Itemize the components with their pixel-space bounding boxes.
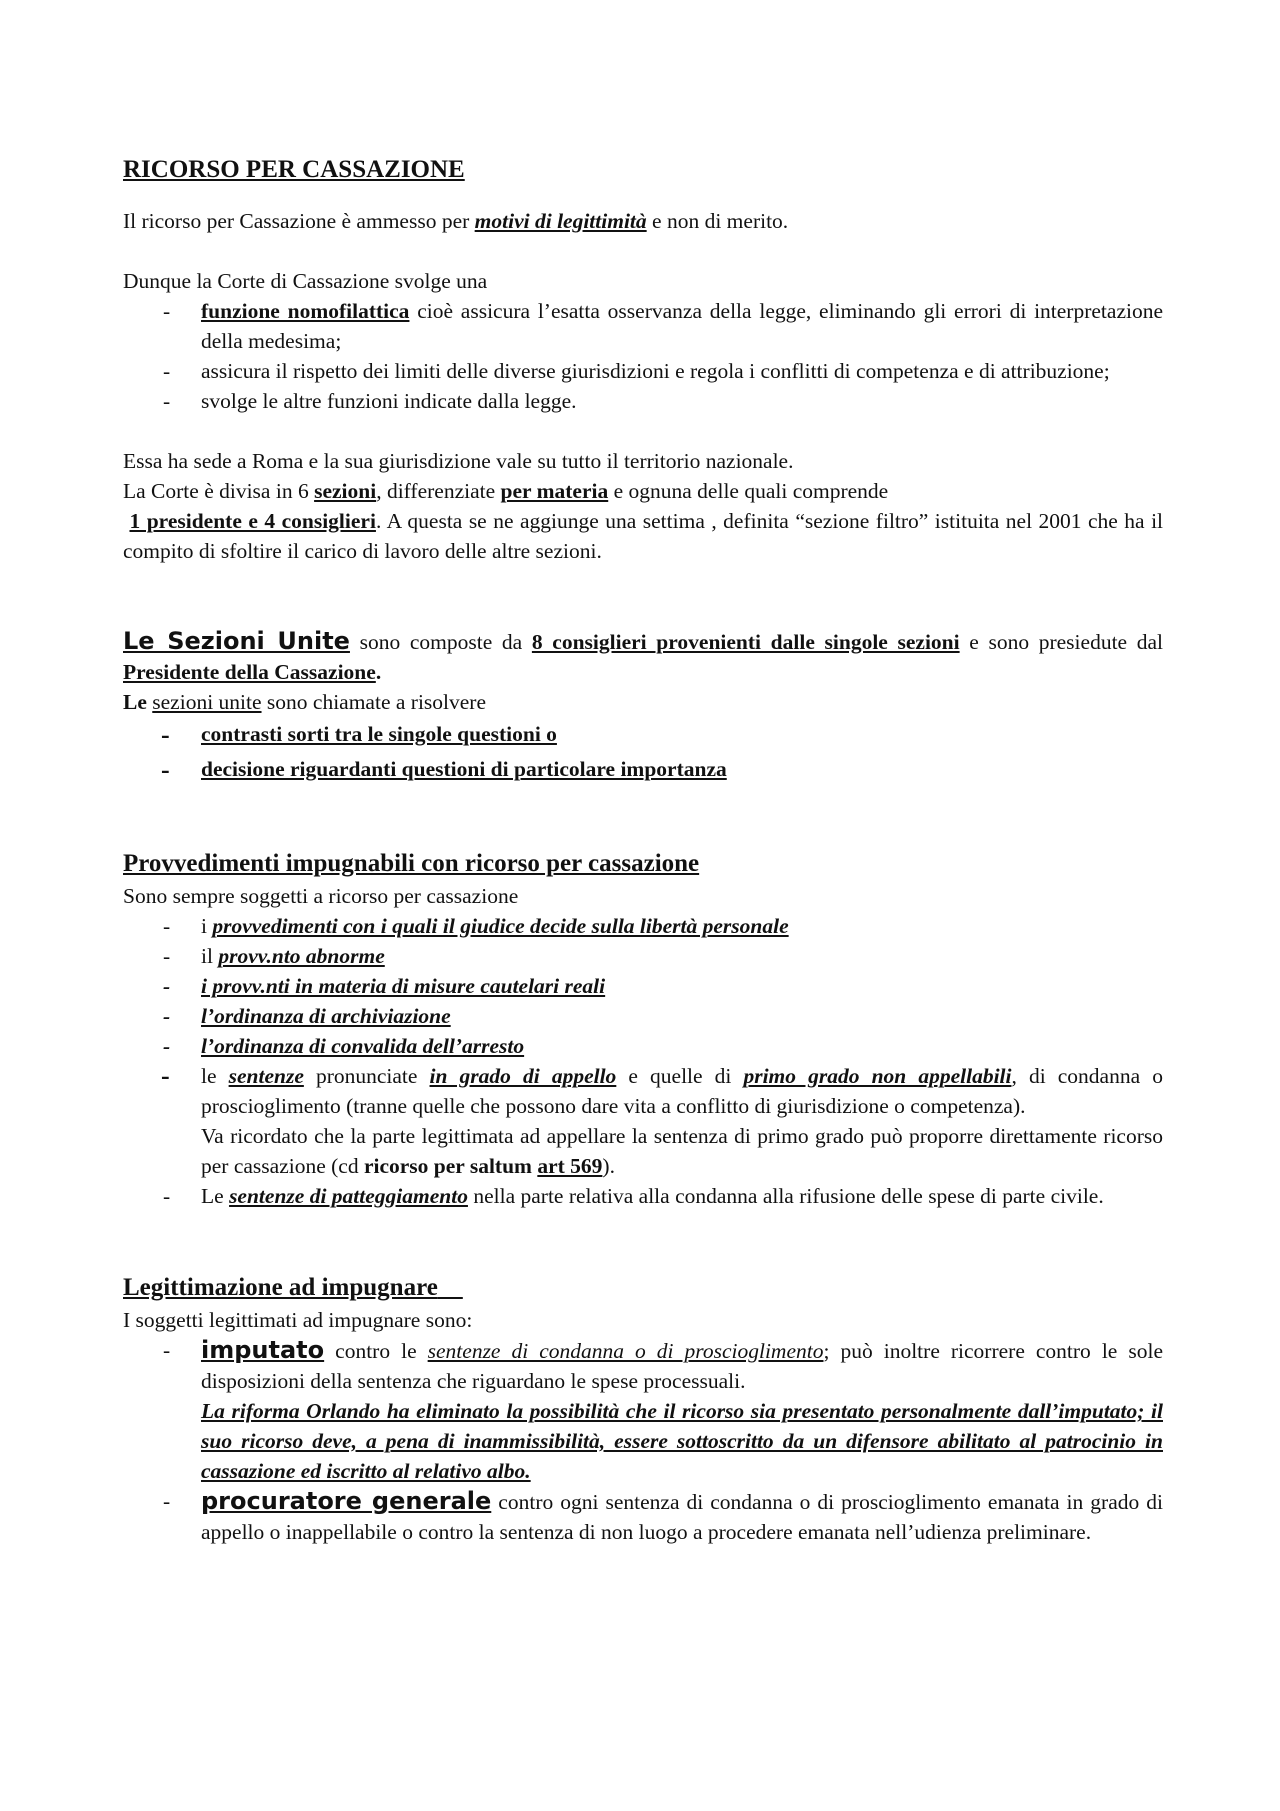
text: e ognuna delle quali comprende [608,479,889,503]
text: sono chiamate a risolvere [261,690,487,714]
term-primo-grado: primo grado non appellabili [743,1064,1012,1088]
functions-lead: Dunque la Corte di Cassazione svolge una [123,269,488,293]
provvedimenti-list-patteggiamento [123,1181,1163,1211]
text: i [201,914,213,938]
term-appello: in grado di appello [429,1064,617,1088]
list-item: - contrasti sorti tra le singole questioni o [123,717,1163,752]
legittimazione-list [123,1335,1163,1547]
list-item [123,296,1163,356]
provvedimenti-list [123,911,1163,1061]
list-item [123,1486,1163,1547]
sezioni-unite-heading: Le Sezioni Unite [123,627,350,655]
intro-text-end: e non di merito. [646,209,789,233]
list-item [123,1061,1163,1181]
term-presidente: Presidente della Cassazione [123,660,376,684]
list-item [123,911,1163,941]
list-item: - l’ordinanza di convalida dell’arresto [123,1031,1163,1061]
text: La Corte è divisa in 6 [123,479,315,503]
functions-list [123,296,1163,416]
list-item [123,941,1163,971]
text: Va ricordato che la parte legittimata ad appellare la sentenza di primo grado può proporre direttamente ricorso per cassazione (cd [201,1124,1163,1178]
text: le [201,1064,229,1088]
text: il [201,944,219,968]
term-procuratore-generale: procuratore generale [201,1487,492,1515]
text: ). [602,1154,615,1178]
list-item: - i provv.nti in materia di misure cautelari reali [123,971,1163,1001]
sezioni-unite-list [123,717,1163,787]
provvedimenti-list-sentenze [123,1061,1163,1181]
text: nella parte relativa alla condanna alla rifusione delle spese di parte civile. [467,1184,1104,1208]
list-item-text: cioè assicura l’esatta osservanza della legge, eliminando gli errori di interpretazione della medesima; [201,299,1163,353]
list-item: - assicura il rispetto dei limiti delle diverse giurisdizioni e regola i conflitti di competenza e di attribuzione; [123,356,1163,386]
page-title: RICORSO PER CASSAZIONE [123,156,465,183]
list-item [123,1335,1163,1486]
heading-text: Legittimazione ad impugnare [123,1274,438,1301]
sezioni-unite-lead [123,687,1163,717]
intro-text: Il ricorso per Cassazione è ammesso per [123,209,475,233]
text: Le [123,690,153,714]
sections-composition [123,506,1163,566]
term-composition: 1 presidente e 4 consiglieri [129,509,376,533]
term-art-569: art 569 [537,1154,603,1178]
term-sentenze: sentenze [228,1064,304,1088]
sections-line [123,476,1163,506]
text: contro ogni sentenza di condanna o di proscioglimento emanata in grado di appello o inappellabile o contro la sentenza di non luogo a procedere emanata nell’udienza preliminare. [201,1490,1163,1544]
document-page [123,152,1163,1547]
text: , di condanna o proscioglimento (tranne quelle che possono dare vita a conflitto di giurisdizione o competenza). [201,1064,1163,1118]
seat-line: Essa ha sede a Roma e la sua giurisdizione vale su tutto il territorio nazionale. [123,449,794,473]
text: e quelle di [616,1064,744,1088]
list-item-emphasis: provv.nto abnorme [218,944,385,968]
text: , differenziate [376,479,501,503]
legittimazione-lead: I soggetti legittimati ad impugnare sono: [123,1308,473,1332]
list-item [123,1181,1163,1211]
provvedimenti-lead: Sono sempre soggetti a ricorso per cassazione [123,884,519,908]
text: Le [201,1184,230,1208]
term-patteggiamento: sentenze di patteggiamento [229,1184,468,1208]
provvedimenti-heading: Provvedimenti impugnabili con ricorso per cassazione [123,850,700,877]
text: ; può inoltre ricorrere contro le sole disposizioni della sentenza che riguardano le spese processuali. [201,1339,1163,1393]
legittimazione-heading [123,1271,1163,1305]
text: . A questa se ne aggiunge una settima , definita “sezione filtro” istituita nel 2001 che ha il compito di sfoltire il carico di lavoro delle altre sezioni. [123,509,1164,563]
term-sentenze-condanna: sentenze di condanna o di proscioglimento [427,1339,824,1363]
intro-emphasis: motivi di legittimità [474,209,647,233]
list-item: - l’ordinanza di archiviazione [123,1001,1163,1031]
list-item-emphasis: provvedimenti con i quali il giudice decide sulla libertà personale [212,914,789,938]
intro-paragraph [123,206,1163,236]
term-sezioni: sezioni [314,479,377,503]
text: e sono presiedute dal [959,630,1164,654]
term-consiglieri: 8 consiglieri provenienti dalle singole sezioni [531,630,960,654]
term-imputato: imputato [201,1336,325,1364]
term-per-materia: per materia [500,479,609,503]
sezioni-unite-paragraph [123,626,1163,687]
term-per-saltum: ricorso per saltum [363,1154,532,1178]
text: . [375,660,382,684]
list-item: - svolge le altre funzioni indicate dalla legge. [123,386,1163,416]
text: sono composte da [349,630,532,654]
term-nomofilattica: funzione nomofilattica [201,299,410,323]
term-sezioni-unite: sezioni unite [152,690,262,714]
text: contro le [324,1339,428,1363]
riforma-orlando-note: La riforma Orlando ha eliminato la possibilità che il ricorso sia presentato personalmente dall’imputato; il suo ricorso deve, a pena di inammissibilità, essere sottoscritto da un difensore abilitato al patrocinio in cassazione ed iscritto al relativo albo. [201,1399,1163,1483]
text: pronunciate [303,1064,430,1088]
list-item: - decisione riguardanti questioni di particolare importanza [123,752,1163,787]
